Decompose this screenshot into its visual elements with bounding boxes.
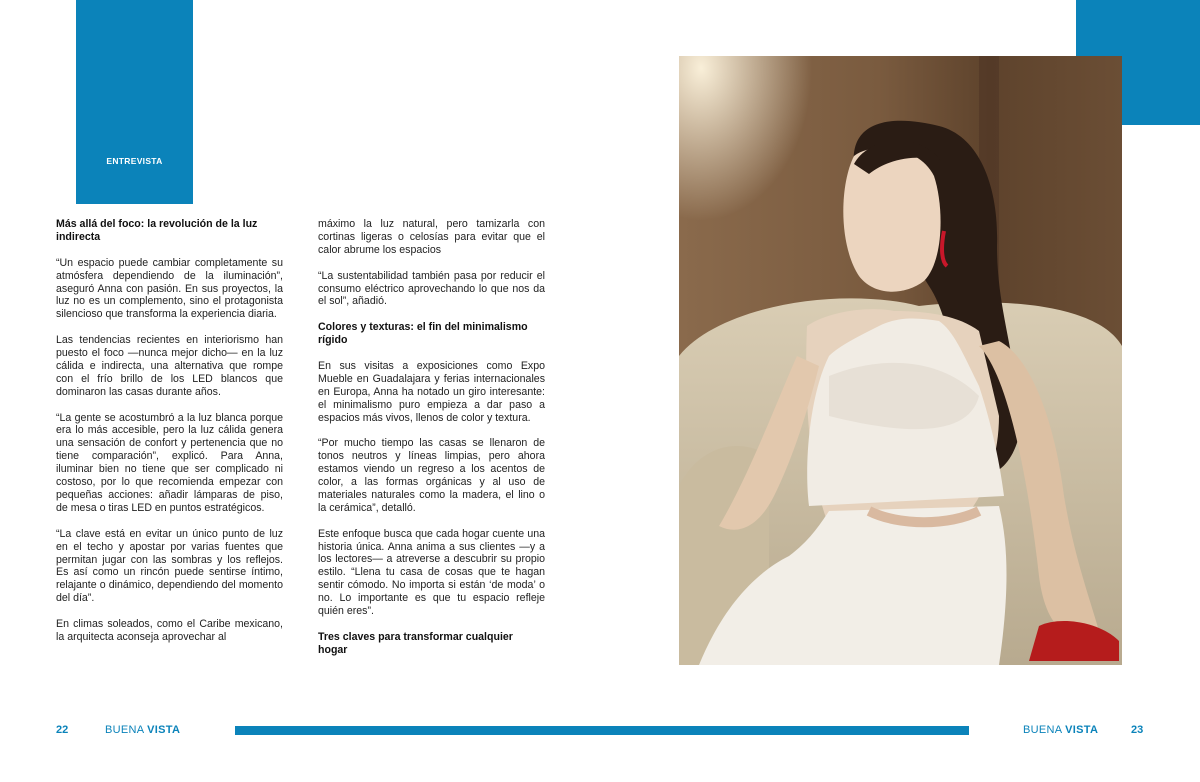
- paragraph: “La sustentabilidad también pasa por reducir el consumo eléctrico aprovechando lo que nos da el sol”, añadió.: [318, 269, 545, 308]
- photo-illustration: [679, 56, 1122, 665]
- brand-bold: VISTA: [1065, 724, 1099, 736]
- heading-colores-texturas: Colores y texturas: el fin del minimalismo rígido: [318, 321, 528, 347]
- article-column-left: [56, 218, 283, 657]
- heading-tres-claves: Tres claves para transformar cualquier hogar: [318, 630, 513, 656]
- paragraph: “Por mucho tiempo las casas se llenaron de tonos neutros y líneas limpias, pero ahora estamos viendo un regreso a los acentos de color, a las formas orgánicas y al uso de materiales naturales como la madera, el lino o la cerámica”, detalló.: [318, 437, 545, 514]
- paragraph: máximo la luz natural, pero tamizarla con cortinas ligeras o celosías para evitar que el calor abrume los espacios: [318, 218, 545, 256]
- section-label: ENTREVISTA: [106, 156, 163, 166]
- paragraph: “La gente se acostumbró a la luz blanca porque era lo más accesible, pero la luz cálida genera una sensación de confort y pertenencia que no tiene comparación”, explicó. Para Anna, iluminar bien no tiene que ser complicado ni costoso, por lo que recomienda empezar con pequeñas acciones: añadir lámparas de piso, de mesa o tiras LED en puntos estratégicos.: [56, 411, 283, 514]
- paragraph: Este enfoque busca que cada hogar cuente una historia única. Anna anima a sus clientes —y a los lectores— a atreverse a descubrir su propio estilo. “Llena tu casa de cosas que te hagan sentir cómodo. No importa si están ‘de moda’ o no. Lo importante es que tu espacio refleje quién eres”.: [318, 527, 545, 618]
- paragraph: Las tendencias recientes en interiorismo han puesto el foco —nunca mejor dicho— en la luz cálida e indirecta, una alternativa que rompe con el frío brillo de los LED blancos que dominaron las casas durante años.: [56, 334, 283, 398]
- section-tab: [76, 0, 193, 204]
- magazine-brand-left: [105, 724, 180, 736]
- portrait-photo: [679, 56, 1122, 665]
- brand-light: BUENA: [105, 724, 148, 736]
- heading-luz-indirecta: Más allá del foco: la revolución de la luz indirecta: [56, 218, 258, 243]
- article-column-right: [318, 218, 545, 670]
- paragraph: En sus visitas a exposiciones como Expo Mueble en Guadalajara y ferias internacionales en Europa, Anna ha notado un giro interesante: el minimalismo puro empieza a dar paso a espacios más vivos, llenos de color y textura.: [318, 359, 545, 424]
- brand-light: BUENA: [1023, 724, 1066, 736]
- footer-bar: [235, 726, 969, 735]
- paragraph: “La clave está en evitar un único punto de luz en el techo y apostar por varias fuentes que permitan jugar con las sombras y los reflejos. Es así como un rincón puede sentirse íntimo, relajante o dinámico, dependiendo del momento del día”.: [56, 527, 283, 605]
- brand-bold: VISTA: [147, 724, 181, 736]
- paragraph: “Un espacio puede cambiar completamente su atmósfera dependiendo de la iluminación”, aseguró Anna con pasión. En sus proyectos, la luz no es un complemento, sino el protagonista silencioso que transforma la experiencia diaria.: [56, 256, 283, 321]
- paragraph: En climas soleados, como el Caribe mexicano, la arquitecta aconseja aprovechar al: [56, 618, 283, 643]
- page-number-right: 23: [1131, 724, 1144, 736]
- page-number-left: 22: [56, 724, 69, 736]
- magazine-brand-right: [1023, 724, 1098, 736]
